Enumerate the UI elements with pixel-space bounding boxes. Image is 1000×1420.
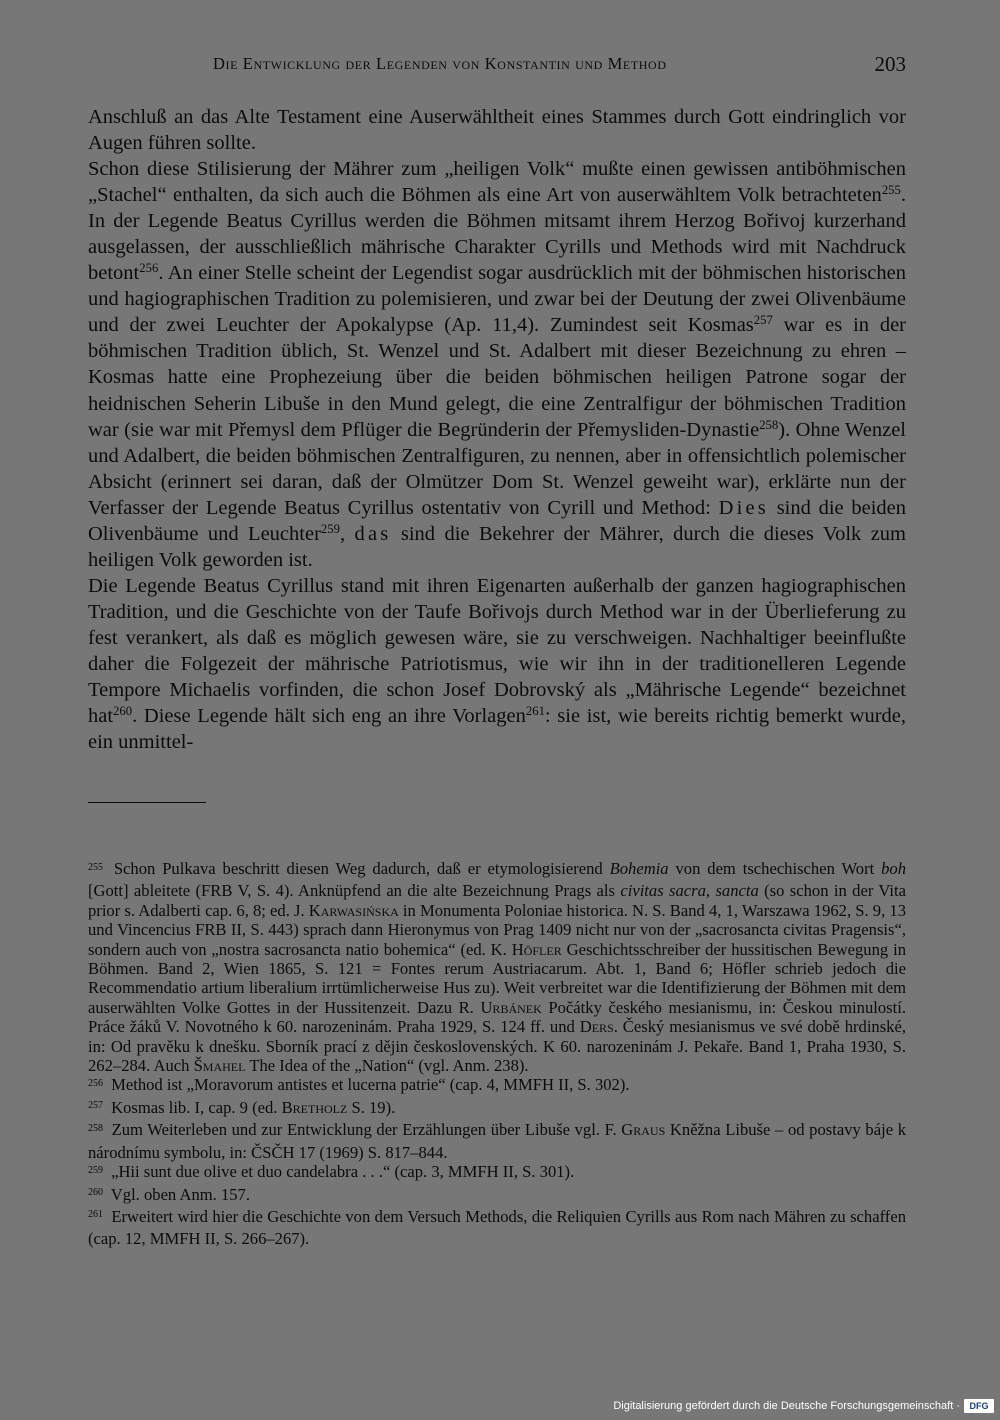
- dfg-logo-icon: DFG: [964, 1399, 994, 1413]
- spaced-word-das: das: [354, 522, 392, 545]
- footnote-ref-259[interactable]: 259: [320, 521, 340, 536]
- paragraph-1: Anschluß an das Alte Testament eine Auserwähltheit eines Stammes durch Gott eindringlich vor Augen führen sollte.: [88, 106, 906, 155]
- chapter-title: Die Entwicklung der Legenden von Konstantin und Method: [213, 54, 667, 73]
- footnote-258: $^{258}$ Zum Weiterleben und zur Entwicklung der Erzählungen über Libuše vgl. F. Graus Kněžna Libuše – od postavy báje k národnímu symbolu, in: ČSČH 17 (1969) S. 817–844.: [88, 1120, 906, 1162]
- footnote-ref-260[interactable]: 260: [113, 704, 133, 719]
- main-text: [88, 104, 906, 755]
- footnote-261: $^{261}$ Erweitert wird hier die Geschichte von dem Versuch Methods, die Reliquien Cyrills aus Rom nach Mähren zu schaffen (cap. 12, MMFH II, S. 266–267).: [88, 1206, 906, 1249]
- digitization-footer: [613, 1396, 994, 1416]
- footnote-ref-257[interactable]: 257: [753, 313, 773, 328]
- page-number: 203: [874, 52, 906, 76]
- spaced-word-dies: Dies: [718, 496, 769, 519]
- footnote-256: $^{256}$ Method ist „Moravorum antistes et lucerna patrie“ (cap. 4, MMFH II, S. 302).: [88, 1075, 630, 1095]
- footnote-255: $^{255}$ Schon Pulkava beschritt diesen Weg dadurch, daß er etymologisierend Bohemia von dem tschechischen Wort boh [Gott] ableitete (FRB V, S. 4). Anknüpfend an die alte Bezeichnung Prags als civitas sacra, sancta (so schon in der Vita prior s. Adalberti cap. 6, 8; ed. J. Karwasińska in Monumenta Poloniae historica. N. S. Band 4, 1, Warszawa 1962, S. 9, 13 und Vincencius FRB II, S. 443) sprach dann Hieronymus von Prag 1409 nicht nur von der „sacrosancta civitas Pragensis“, sondern auch von „nostra sacrosancta natio bohemica“ (ed. K. Höfler Geschichtsschreiber der hussitischen Bewegung in Böhmen. Band 2, Wien 1865, S. 121 = Fontes rerum Austriacarum. Abt. 1, Band 6; Höfler schrieb jedoch die Recommendatio artium liberalium irrtümlicherweise Hus zu). Weit verbreitet war die Identifizierung der Böhmen mit dem auserwählten Volke Gottes in der Hussitenzeit. Dazu R. Urbánek Počátky českého mesianismu, in: Českou minulostí. Práce žáků V. Novotného k 60. narozeninám. Praha 1929, S. 124 ff. und Ders. Český mesianismus ve své době hrdinské, in: Od pravěku k dnešku. Sborník prací z dějin československých. K 60. narozeninám J. Pekaře. Band 1, Praha 1930, S. 262–284. Auch Šmahel The Idea of the „Nation“ (vgl. Anm. 238).: [88, 859, 907, 1076]
- footnotes: [88, 859, 906, 1249]
- paragraph-3: Die Legende Beatus Cyrillus stand mit ihren Eigenarten außerhalb der ganzen hagiographischen Tradition, und die Geschichte von der Taufe Bořivojs durch Method war in der Überlieferung zu fest verankert, als daß es möglich gewesen wäre, sie zu verschweigen. Nachhaltiger beeinflußte daher die Folgezeit der mährische Patriotismus, wie wir ihn in der traditionelleren Legende Tempore Michaelis vorfinden, die schon Josef Dobrovský als „Mährische Legende“ bezeichnet hat$^{260}$. Diese Legende hält sich eng an ihre Vorlagen$^{261}$: sie ist, wie bereits richtig bemerkt wurde, ein unmittel-: [88, 574, 906, 754]
- footnote-ref-255[interactable]: 255: [881, 183, 901, 198]
- footnote-257: $^{257}$ Kosmas lib. I, cap. 9 (ed. Bretholz S. 19).: [88, 1097, 396, 1117]
- footnote-ref-261[interactable]: 261: [525, 704, 545, 719]
- footnote-ref-256[interactable]: 256: [139, 261, 159, 276]
- paragraph-2: Schon diese Stilisierung der Mährer zum „heiligen Volk“ mußte einen gewissen antiböhmischen „Stachel“ enthalten, da sich auch die Böhmen als eine Art von auserwähltem Volk betrachteten$^{255}$. In der Legende Beatus Cyrillus werden die Böhmen mitsamt ihrem Herzog Bořivoj kurzerhand ausgelassen, der ausschließlich mährische Charakter Cyrills und Methods wird mit Nachdruck betont$^{256}$. An einer Stelle scheint der Legendist sogar ausdrücklich mit der böhmischen historischen und hagiographischen Tradition zu polemisieren, und zwar bei der Deutung der zwei Olivenbäume und der zwei Leuchter der Apokalypse (Ap. 11,4). Zumindest seit Kosmas$^{257}$ war es in der böhmischen Tradition üblich, St. Wenzel und St. Adalbert mit dieser Bezeichnung zu ehren – Kosmas hatte eine Prophezeiung über die beiden böhmischen heiligen Patrone sogar der heidnischen Seherin Libuše in den Mund gelegt, die eine Zentralfigur der böhmischen Tradition war (sie war mit Přemysl dem Pflüger die Begründerin der Přemysliden-Dynastie$^{258}$). Ohne Wenzel und Adalbert, die beiden böhmischen Zentralfiguren, zu nennen, aber in offensichtlich polemischer Absicht (erinnert sei daran, daß der Olmützer Dom St. Wenzel geweiht war), erklärte nun der Verfasser der Legende Beatus Cyrillus ostentativ von Cyrill und Method: Dies sind die beiden Olivenbäume und Leuchter$^{259}$, das sind die Bekehrer der Mährer, durch die dieses Volk zum heiligen Volk geworden ist.: [88, 158, 907, 571]
- footnote-260: $^{260}$ Vgl. oben Anm. 157.: [88, 1184, 250, 1204]
- digitization-note: Digitalisierung gefördert durch die Deutsche Forschungsgemeinschaft ·: [613, 1400, 960, 1412]
- running-head: [88, 52, 906, 82]
- footnote-separator: [88, 802, 206, 803]
- footnote-ref-258[interactable]: 258: [759, 417, 779, 432]
- footnote-259: $^{259}$ „Hii sunt due olive et duo candelabra . . .“ (cap. 3, MMFH II, S. 301).: [88, 1162, 575, 1182]
